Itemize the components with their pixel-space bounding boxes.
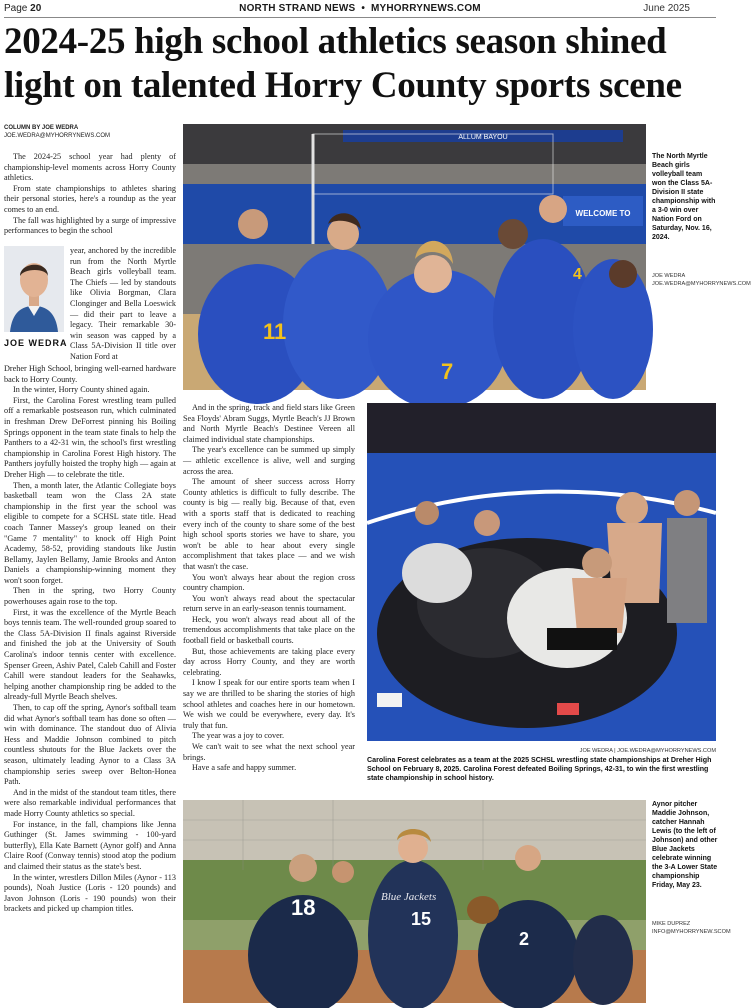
paragraph: We can't wait to see what the next school year brings. (183, 742, 355, 762)
header-rule (4, 17, 716, 18)
paragraph: And in the spring, track and field stars like Green Sea Floyds' Abram Suggs, Myrtle Beach's JJ Brown and North Myrtle Beach's Destinee Vereen all claimed individual state championships. (183, 403, 355, 444)
headshot-name: JOE WEDRA (4, 338, 68, 348)
paragraph: Dreher High School, bringing well-earned hardware back to Horry County. (4, 364, 176, 384)
jersey-number: 2 (519, 929, 530, 949)
paragraph: For instance, in the fall, champions like Jenna Guthinger (St. James swimming - 100-yard butterfly), Ella Kate Barnett (Aynor golf) and Anna Claire Roof (Conway tennis) stood atop the podium and claimed their status as the state's best. (4, 819, 176, 871)
article-column-1 (4, 152, 176, 237)
jersey-number: 15 (411, 909, 432, 929)
author-headshot-image (4, 246, 64, 332)
jersey-number: 4 (573, 266, 582, 283)
paragraph: The year's excellence can be summed up simply — athletic excellence is alive, well and surging across the area. (183, 445, 355, 476)
jersey-script: Blue Jackets (381, 891, 437, 903)
paragraph: The year was a joy to cover. (192, 731, 285, 741)
headline: 2024-25 high school athletics season shined light on talented Horry County sports scene (4, 21, 682, 106)
jersey-number: 7 (441, 359, 454, 384)
jersey-number: 18 (291, 895, 316, 920)
paragraph: The fall was highlighted by a surge of impressive performances to begin the school (4, 215, 176, 236)
wrestling-photo (367, 403, 716, 741)
paragraph: Then, to cap off the spring, Aynor's softball team did what Aynor's softball team has done so often — win with dominance. The standout duo of Alivia Hess and Maddie Johnson combined to pitch countless shutouts for the Blue Jackets over the season, ultimately leading Aynor to a Class 3A championship series sweep over Belton-Honea Path. (4, 703, 176, 787)
article-column-1-continued (4, 364, 176, 915)
paragraph: You won't always read about the spectacular return serve in an early-season tennis tournament. (183, 593, 355, 614)
gym-banner: ALLUM BAYOU (458, 134, 508, 141)
wrap-text: year, anchored by the incredible run from the North Myrtle Beach girls volleyball team. The Chiefs — led by standouts like Olivia Borgman, Clara Clonginger and Bella Loeswick — did their part to leave a legacy. Their remarkable 30-win season was capped by a Class 5A-Division II title over Nation Ford at (70, 246, 176, 361)
page-header (0, 0, 720, 18)
paragraph: Then in the spring, two Horry County powerhouses again rose to the top. (4, 586, 176, 607)
byline: COLUMN BY JOE WEDRA JOE.WEDRA@MYHORRYNEWS.COM (4, 125, 110, 139)
article-column-2 (183, 403, 355, 774)
paragraph: Have a safe and happy summer. (192, 763, 297, 773)
page-number: Page 20 (4, 3, 42, 14)
jersey-number: 11 (263, 319, 287, 344)
wrestling-credit: JOE WEDRA | JOE.WEDRA@MYHORRYNEWS.COM (579, 748, 716, 754)
paragraph: From state championships to athletes sharing their personal stories, here's a roundup as the year comes to an end. (4, 183, 176, 214)
paragraph: But, those achievements are taking place every day across Horry County, and they are worth celebrating. (183, 646, 355, 677)
wrestling-photo-image (367, 403, 716, 741)
paragraph: In the winter, Horry County shined again. (13, 385, 150, 395)
softball-photo (183, 800, 646, 1003)
wrestling-caption: Carolina Forest celebrates as a team at the 2025 SCHSL wrestling state championships at Dreher High School on February 8, 2025. Carolina Forest defeated Boiling Springs, 42-31, to win the first wrestling state championship in school history. (367, 756, 712, 782)
paragraph: In the winter, wrestlers Dillon Miles (Aynor - 113 pounds), Noah Justice (Loris - 120 pounds) and Javon Johnson (Loris - 190 pounds) won their brackets and picked up champion titles. (4, 872, 176, 914)
volleyball-photo (183, 124, 646, 390)
softball-photo-image (183, 800, 646, 1003)
paragraph: First, it was the excellence of the Myrtle Beach boys tennis team. The well-rounded group soared to the Class 5A-Division II finals against Riverside and finished the job at the University of South Carolina's indoor tennis center with excellence. Spenser Green, Ashiv Patel, Caleb Cahill and Foster Cahill were standout leaders for the Seahawks, helping another championship ring be added to the already-full Myrtle Beach shelves. (4, 607, 176, 702)
paragraph: First, the Carolina Forest wrestling team pulled off a remarkable postseason run, which culminated in freshman Drew DeForrest pinning his Boiling Springs opponent in the team state finals to help the Panthers to a 42-31 win, the school's first wrestling championship in Carolina Forest High history. The Panthers joyfully hoisted the trophy high — again at Dreher High — to celebrate the title. (4, 395, 176, 479)
paragraph: The 2024-25 school year had plenty of championship-level moments across Horry County athletics. (4, 152, 176, 183)
softball-credit: MIKE DUPREZ INFO@MYHORRYNEW.SCOM (652, 921, 731, 935)
paragraph: I know I speak for our entire sports team when I say we are thrilled to be sharing the stories of high school athletes and coaches here in our hometown. We wish we could be everywhere, every day. It's truly that fun. (183, 678, 355, 730)
volleyball-caption: The North Myrtle Beach girls volleyball team won the Class 5A-Division II state championship with a 3-0 win over Nation Ford on Saturday, Nov. 16, 2024. (652, 153, 716, 241)
paragraph: The amount of sheer success across Horry County athletics is difficult to fully describe. The county is big — really big. Because of that, even with a sports staff that is dedicated to reaching every inch of the county to share some of the best high school sports stories we have to share, you won't be able to hear about every single accomplishment that takes place — and we wish that wasn't the case. (183, 477, 355, 571)
softball-caption: Aynor pitcher Maddie Johnson, catcher Hannah Lewis (to the left of Johnson) and other Blue Jackets celebrate winning the 3-A Lower State championship Friday, May 23. (652, 801, 718, 889)
paragraph: Then, a month later, the Atlantic Collegiate boys basketball team won the Class 2A state championship in the first year the school was eligible to compete for a SCHSL state title. Head coach Tanner Massey's group leaned on their "Game 7 mentality" to knock off High Point Academy, 58-52, providing standouts like Justin Bellamy, Jaylen Bellamy, Jamie Brooks and Anton Daniels a championship-winning moment they won't soon forget. (4, 480, 176, 585)
publication-line: NORTH STRAND NEWS • MYHORRYNEWS.COM (239, 3, 481, 14)
issue-date: June 2025 (643, 3, 690, 14)
volleyball-photo-image (183, 124, 646, 390)
wall-sign: WELCOME TO (575, 209, 631, 218)
volleyball-credit: JOE WEDRA JOE.WEDRA@MYHORRYNEWS.COM (652, 273, 751, 287)
paragraph: Heck, you won't always read about all of the tremendous accomplishments that take place on the football field or basketball courts. (183, 614, 355, 646)
paragraph: You won't always hear about the region cross country champion. (183, 572, 355, 593)
paragraph: And in the midst of the standout team titles, there were also remarkable individual performances that made Horry County athletics so special. (4, 787, 176, 818)
author-headshot (4, 246, 64, 332)
